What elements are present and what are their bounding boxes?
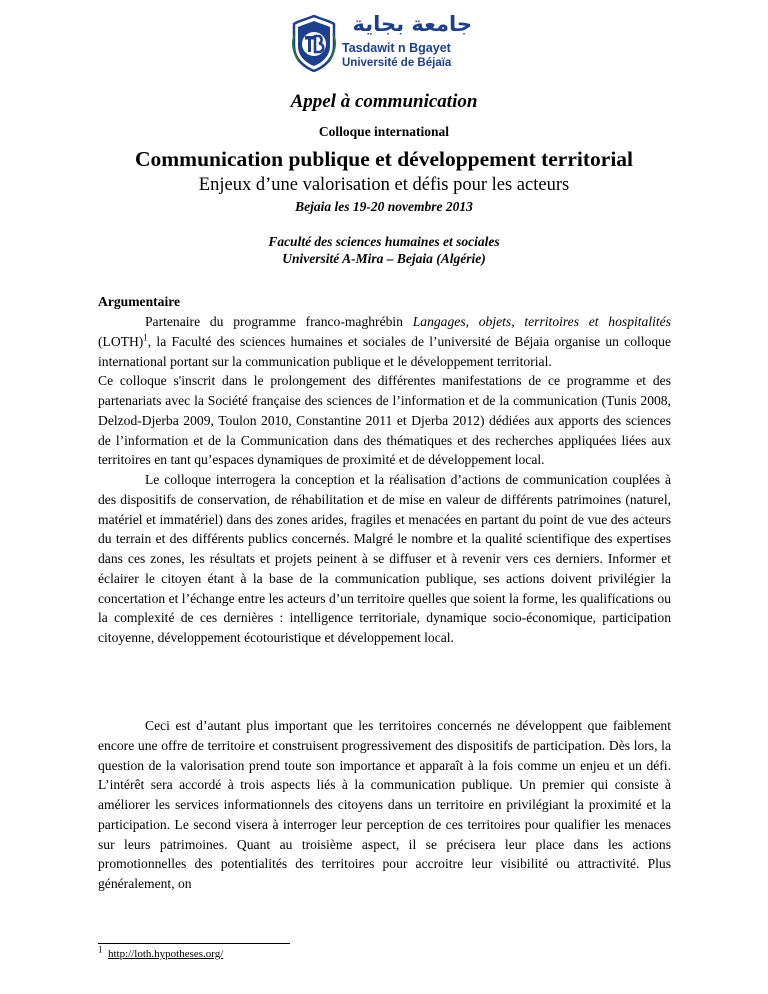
footnote-link[interactable]: http://loth.hypotheses.org/ [108, 948, 224, 960]
main-title: Communication publique et développement territorial [134, 147, 634, 171]
logo-arabic-name: جامعة بجاية [352, 12, 472, 36]
university-logo [292, 14, 522, 74]
faculty-name: Faculté des sciences humaines et sociales [268, 234, 500, 249]
logo-line-2: Université de Béjaïa [342, 57, 452, 69]
event-dates: Bejaia les 19-20 novembre 2013 [295, 199, 473, 214]
paragraph-4: Ceci est d’autant plus important que les territoires concernés ne développent que faiblement encore une offre de territoire et construisent progressivement des dispositifs de participation. Dès lors, la question de la valorisation prend toute son importance et apparaît à la fois comme un enjeu et un défi. L’intérêt sera accordé à trois aspects liés à la communication publique. Un premier qui consiste à améliorer les services informationnels des citoyens dans un territoire en privilégiant la proximité et la participation. Le second visera à interroger leur perception de ces territoires pour qualifier les menaces sur leurs patrimoines. Quant au troisième aspect, il se précisera leur place dans les actions promotionnelles des potentialités des territoires pour accroitre leur visibilité ou attractivité. Plus généralement, on [98, 718, 671, 891]
paragraph-1-text-b: (LOTH) [98, 333, 144, 349]
subtitle: Enjeux d’une valorisation et défis pour les acteurs [198, 175, 570, 195]
paragraph-1-text-c: , la Faculté des sciences humaines et sociales de l’université de Béjaia organise un colloque international portant sur la communication publique et le développement territorial. [98, 333, 671, 369]
program-name: Langages, objets, territoires et hospitalités [412, 314, 671, 329]
paragraph-1-text-a: Partenaire du programme franco-maghrébin [145, 314, 413, 329]
event-type: Colloque international [318, 124, 450, 139]
university-name: Université A-Mira – Bejaia (Algérie) [282, 251, 486, 266]
footnote-divider [98, 943, 290, 944]
logo-line-1: Tasdawit n Bgayet [342, 41, 451, 55]
footnote-number: 1 [98, 944, 103, 955]
argumentaire-block-2 [98, 716, 671, 894]
argumentaire-block-1 [98, 312, 671, 648]
footnote-ref: 1 [143, 332, 148, 343]
university-emblem-icon [292, 14, 336, 72]
footnote [98, 944, 224, 960]
paragraph-2: Ce colloque s'inscrit dans le prolongement des différentes manifestations de ce programme et des partenariats avec la Société française des sciences de l’information et de la communication (Tunis 2008, Delzod-Djerba 2009, Toulon 2010, Constantine 2011 et Djerba 2012) dédiées aux apports des sciences de l’information et de la Communication dans des thématiques et des recherches appliquées liées aux territoires en tant qu’espaces dynamiques de proximité et de développement local. [98, 373, 671, 468]
paragraph-3: Le colloque interrogera la conception et la réalisation d’actions de communication couplées à des dispositifs de conservation, de réhabilitation et de mise en valeur de différents patrimoines (naturel, matériel et immatériel) dans des zones arides, fragiles et menacées en partant du point de vue des acteurs du terrain et des différents publics concernés. Malgré le nombre et la qualité scientifique des expertises dans ces zones, les résultats et projets peinent à se diffuser et à revenir vers ces derniers. Informer et éclairer le citoyen étant à la base de la communication publique, ses actions doivent privilégier la concertation et l’échange entre les acteurs d’un territoire quelles que soient la forme, les qualifications ou la complexité de ces dernières : intelligence territoriale, dynamique socio-économique, participation citoyenne, développement écotouristique et développement local. [98, 472, 671, 645]
call-title: Appel à communication [290, 91, 478, 112]
section-heading: Argumentaire [98, 294, 181, 309]
paragraph-1 [98, 312, 671, 371]
